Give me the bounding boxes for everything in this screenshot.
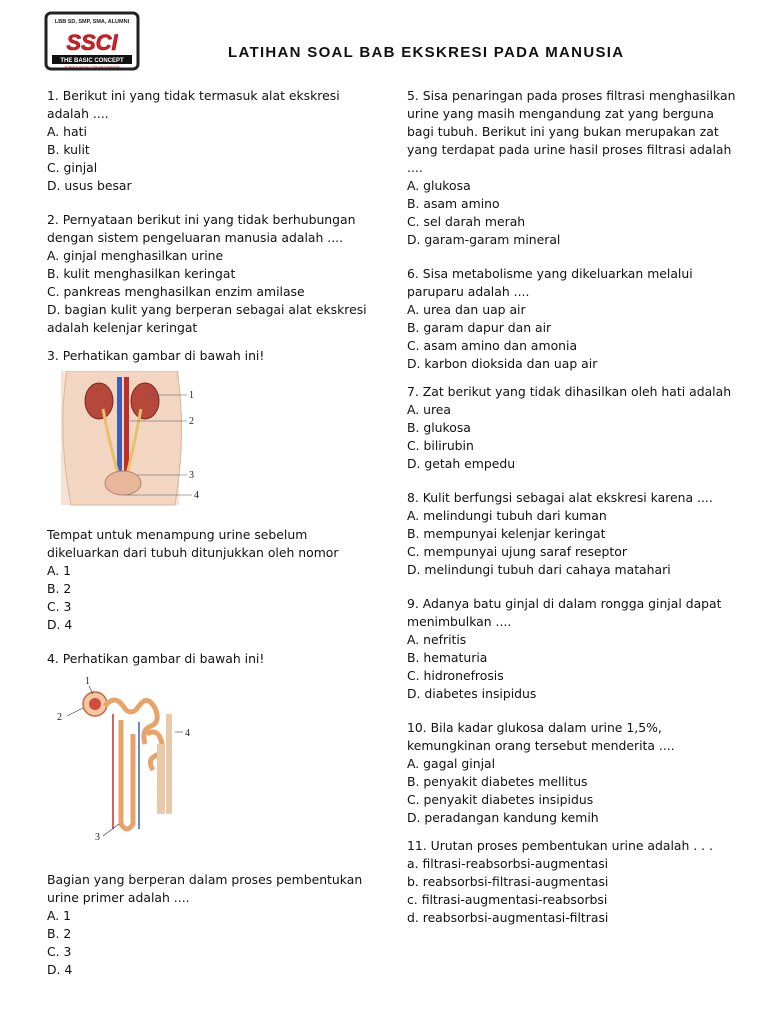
option-b: b. reabsorbsi-filtrasi-augmentasi <box>407 874 609 889</box>
option-c: c. filtrasi-augmentasi-reabsorbsi <box>407 892 608 907</box>
option-a: A. 1 <box>47 908 72 923</box>
question-9 <box>407 595 742 703</box>
question-prompt: 9. Adanya batu ginjal di dalam rongga ginjal dapat menimbulkan .... <box>407 596 722 629</box>
figure-label-2: 2 <box>57 712 62 723</box>
option-a: A. melindungi tubuh dari kuman <box>407 508 607 523</box>
question-prompt: 11. Urutan proses pembentukan urine adalah . . . <box>407 838 713 853</box>
question-3 <box>47 347 377 634</box>
right-column <box>407 87 742 943</box>
question-prompt: 4. Perhatikan gambar di bawah ini! <box>47 651 265 666</box>
question-11 <box>407 837 742 927</box>
option-a: A. urea <box>407 402 452 417</box>
question-2 <box>47 211 377 337</box>
option-b: B. asam amino <box>407 196 500 211</box>
option-d: D. peradangan kandung kemih <box>407 810 599 825</box>
option-a: a. filtrasi-reabsorbsi-augmentasi <box>407 856 609 871</box>
question-6 <box>407 265 742 373</box>
option-d: D. garam-garam mineral <box>407 232 561 247</box>
logo-bottom-text: THE BASIC CONCEPT <box>60 58 124 64</box>
figure-label-3: 3 <box>189 470 194 481</box>
option-c: C. bilirubin <box>407 438 474 453</box>
option-d: D. 4 <box>47 962 73 977</box>
question-10 <box>407 719 742 827</box>
figure-label-4: 4 <box>194 490 199 501</box>
option-d: D. bagian kulit yang berperan sebagai alat ekskresi adalah kelenjar keringat <box>47 302 367 335</box>
question-prompt: 2. Pernyataan berikut ini yang tidak berhubungan dengan sistem pengeluaran manusia adalah .... <box>47 212 356 245</box>
option-b: B. penyakit diabetes mellitus <box>407 774 588 789</box>
question-prompt: 8. Kulit berfungsi sebagai alat ekskresi karena .... <box>407 490 713 505</box>
option-c: C. mempunyai ujung saraf reseptor <box>407 544 627 559</box>
option-c: C. ginjal <box>47 160 98 175</box>
figure-label-1: 1 <box>189 390 194 401</box>
page-title: LATIHAN SOAL BAB EKSKRESI PADA MANUSIA <box>228 44 625 61</box>
question-prompt: 1. Berikut ini yang tidak termasuk alat ekskresi adalah .... <box>47 88 340 121</box>
option-a: A. urea dan uap air <box>407 302 526 317</box>
figure-label-2: 2 <box>189 416 194 427</box>
logo <box>44 10 140 72</box>
option-b: B. 2 <box>47 926 72 941</box>
option-c: C. 3 <box>47 944 72 959</box>
option-d: D. melindungi tubuh dari cahaya matahari <box>407 562 671 577</box>
nephron-figure <box>47 674 377 859</box>
question-text: Bagian yang berperan dalam proses pembentukan urine primer adalah .... <box>47 872 363 905</box>
option-a: A. gagal ginjal <box>407 756 496 771</box>
figure-label-4: 4 <box>185 728 190 739</box>
option-a: A. 1 <box>47 563 72 578</box>
question-text: Tempat untuk menampung urine sebelum dikeluarkan dari tubuh ditunjukkan oleh nomor <box>47 527 339 560</box>
option-b: B. kulit menghasilkan keringat <box>47 266 236 281</box>
option-a: A. glukosa <box>407 178 471 193</box>
question-5 <box>407 87 742 249</box>
option-a: A. ginjal menghasilkan urine <box>47 248 224 263</box>
option-b: B. mempunyai kelenjar keringat <box>407 526 606 541</box>
option-b: B. glukosa <box>407 420 471 435</box>
option-b: B. hematuria <box>407 650 488 665</box>
option-c: C. penyakit diabetes insipidus <box>407 792 594 807</box>
question-prompt: 10. Bila kadar glukosa dalam urine 1,5%, kemungkinan orang tersebut menderita .... <box>407 720 675 753</box>
option-d: D. karbon dioksida dan uap air <box>407 356 598 371</box>
question-prompt: 3. Perhatikan gambar di bawah ini! <box>47 348 265 363</box>
option-c: C. 3 <box>47 599 72 614</box>
logo-tagline: SCIENCE SOCIAL CONCEPT INTENSIF <box>64 65 120 69</box>
option-b: B. 2 <box>47 581 72 596</box>
option-d: d. reabsorbsi-augmentasi-filtrasi <box>407 910 609 925</box>
option-d: D. 4 <box>47 617 73 632</box>
option-c: C. asam amino dan amonia <box>407 338 578 353</box>
option-c: C. pankreas menghasilkan enzim amilase <box>47 284 305 299</box>
option-b: B. garam dapur dan air <box>407 320 552 335</box>
question-1 <box>47 87 377 195</box>
logo-brand: SSCI <box>66 30 118 55</box>
option-c: C. sel darah merah <box>407 214 526 229</box>
question-prompt: 5. Sisa penaringan pada proses filtrasi menghasilkan urine yang masih mengandung zat yang berguna bagi tubuh. Berikut ini yang bukan merupakan zat yang terdapat pada urine hasil proses filtrasi adalah .... <box>407 88 736 175</box>
option-a: A. nefritis <box>407 632 467 647</box>
option-b: B. kulit <box>47 142 90 157</box>
figure-label-3: 3 <box>95 832 100 843</box>
question-4 <box>47 650 377 979</box>
option-d: D. usus besar <box>47 178 132 193</box>
question-8 <box>407 489 742 579</box>
question-prompt: 6. Sisa metabolisme yang dikeluarkan melalui paruparu adalah .... <box>407 266 693 299</box>
option-a: A. hati <box>47 124 87 139</box>
option-c: C. hidronefrosis <box>407 668 504 683</box>
logo-top-text: LBB SD, SMP, SMA, ALUMNI <box>54 19 130 25</box>
urinary-system-figure <box>47 371 377 514</box>
left-column <box>47 87 377 995</box>
question-7 <box>407 383 742 473</box>
option-d: D. diabetes insipidus <box>407 686 537 701</box>
question-prompt: 7. Zat berikut yang tidak dihasilkan oleh hati adalah <box>407 384 732 399</box>
option-d: D. getah empedu <box>407 456 516 471</box>
figure-label-1: 1 <box>85 676 90 687</box>
